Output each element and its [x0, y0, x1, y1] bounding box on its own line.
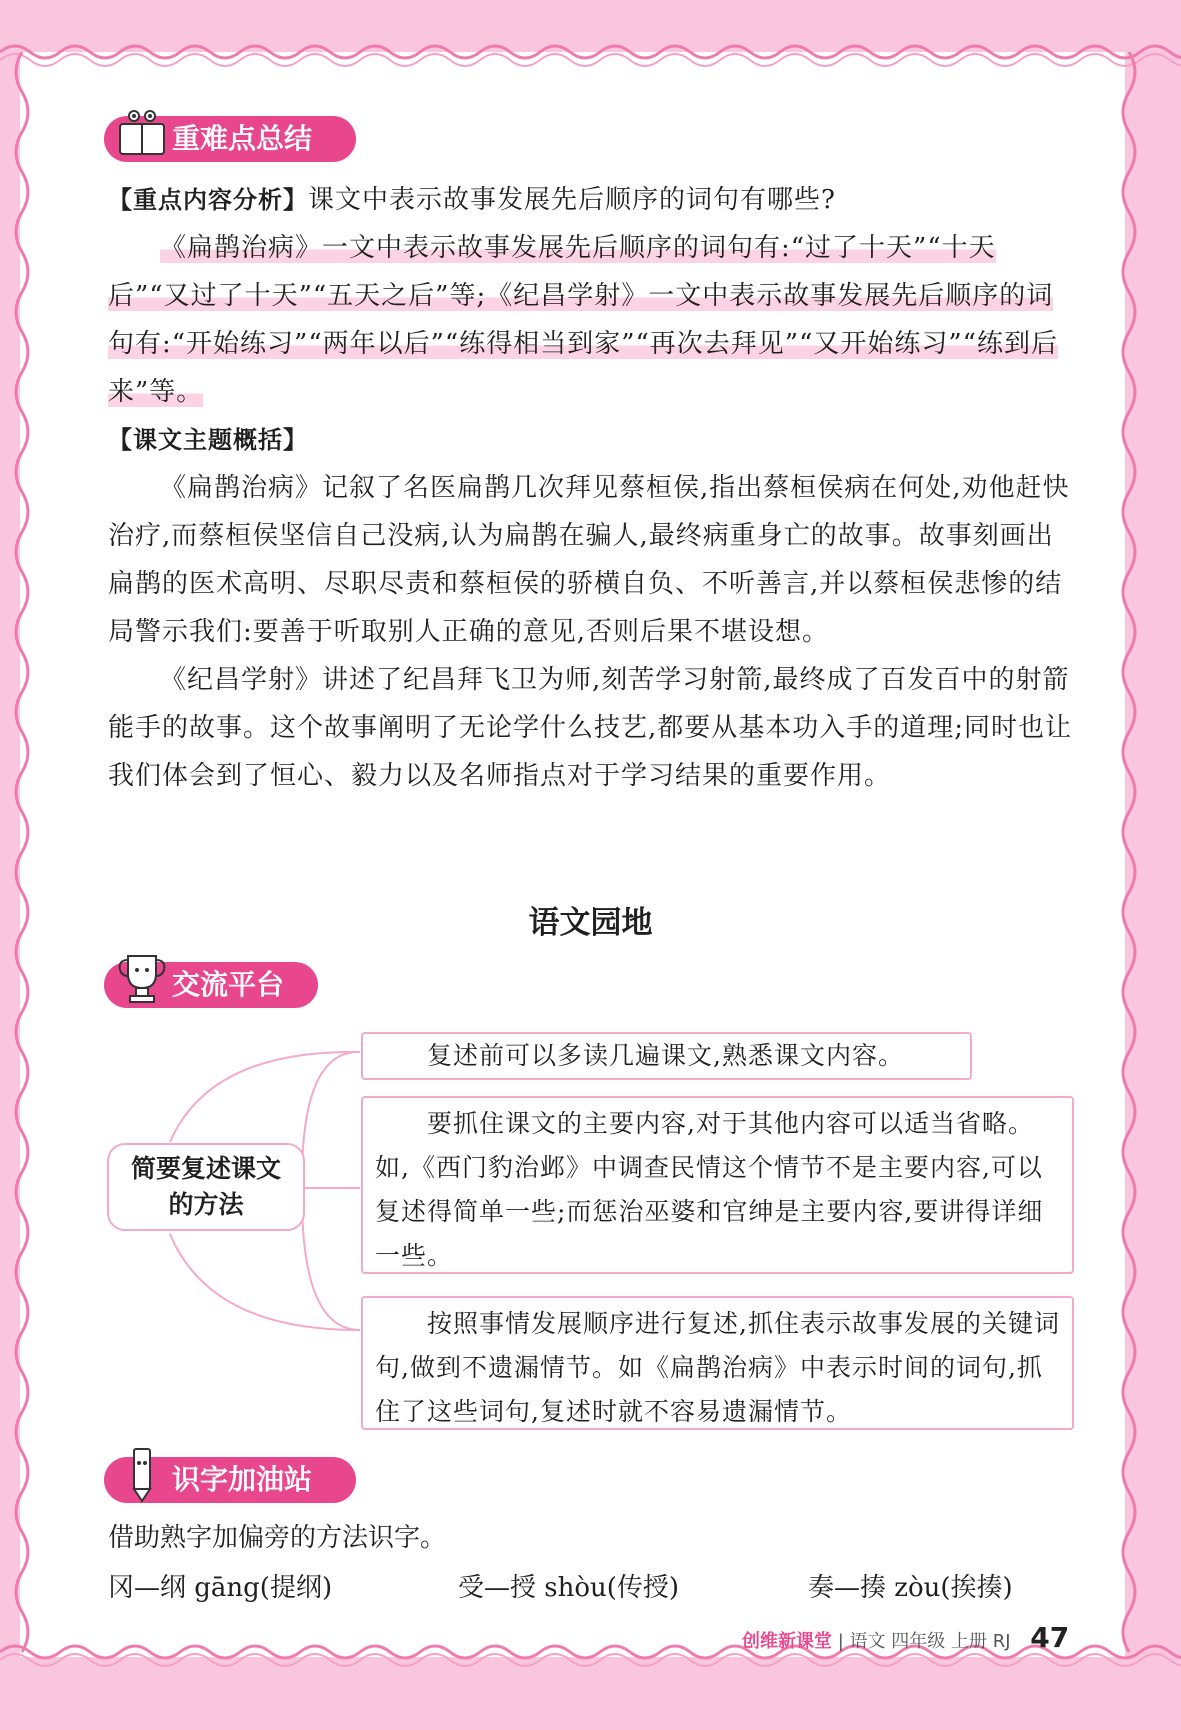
- book-mascot-icon: [114, 102, 170, 162]
- mindmap-box-3: 按照事情发展顺序进行复述,抓住表示故事发展的关键词句,做到不遗漏情节。如《扁鹊治病》中表示时间的词句,抓住了这些词句,复述时就不容易遗漏情节。: [361, 1296, 1074, 1430]
- literacy-item-3: 奏—揍 zòu(挨揍): [808, 1573, 1013, 1603]
- key-analysis-block: [108, 176, 1074, 800]
- key-analysis-label: 【重点内容分析】: [108, 186, 308, 214]
- trophy-mascot-icon: [114, 948, 170, 1008]
- key-analysis-question: 课文中表示故事发展先后顺序的词句有哪些?: [308, 185, 836, 215]
- page-number: 47: [1030, 1621, 1070, 1654]
- page-footer: [742, 1621, 1069, 1654]
- mindmap-center: [107, 1143, 305, 1231]
- literacy-intro: 借助熟字加偏旁的方法识字。: [108, 1523, 447, 1553]
- literacy-heading: [104, 1457, 356, 1503]
- mindmap-box-1: 复述前可以多读几遍课文,熟悉课文内容。: [361, 1032, 972, 1080]
- exchange-heading: [104, 962, 318, 1008]
- right-wave-border: [1115, 52, 1145, 1657]
- theme-paragraph-1: 《扁鹊治病》记叙了名医扁鹊几次拜见蔡桓侯,指出蔡桓侯病在何处,劝他赶快治疗,而蔡桓侯坚信自己没病,认为扁鹊在骗人,最终病重身亡的故事。故事刻画出扁鹊的医术高明、尽职尽责和蔡桓侯的骄横自负、不听善言,并以蔡桓侯悲惨的结局警示我们:要善于听取别人正确的意见,否则后果不堪设想。: [108, 473, 1070, 647]
- top-wave-border: [0, 40, 1181, 70]
- left-wave-border: [8, 52, 38, 1657]
- key-points-heading-text: 重难点总结: [172, 122, 313, 155]
- footer-info: 语文 四年级 上册 RJ: [849, 1631, 1011, 1652]
- theme-paragraph-2: 《纪昌学射》讲述了纪昌拜飞卫为师,刻苦学习射箭,最终成了百发百中的射箭能手的故事。这个故事阐明了无论学什么技艺,都要从基本功入手的道理;同时也让我们体会到了恒心、毅力以及名师指点对于学习结果的重要作用。: [108, 665, 1073, 791]
- mindmap-center-line-1: 简要复述课文: [130, 1154, 281, 1183]
- key-points-heading: [104, 116, 356, 162]
- key-analysis-answer-text: 《扁鹊治病》一文中表示故事发展先后顺序的词句有:“过了十天”“十天后”“又过了十天”“五天之后”等;《纪昌学射》一文中表示故事发展先后顺序的词句有:“开始练习”“两年以后”“练得相当到家”“再次去拜见”“又开始练习”“练到后来”等。: [108, 233, 1058, 407]
- mindmap-center-line-2: 的方法: [168, 1190, 244, 1219]
- literacy-item-1: 冈—纲 gāng(提纲): [108, 1573, 333, 1603]
- literacy-heading-text: 识字加油站: [172, 1463, 313, 1496]
- pencil-mascot-icon: [114, 1443, 170, 1503]
- mindmap-box-2: 要抓住课文的主要内容,对于其他内容可以适当省略。如,《西门豹治邺》中调查民情这个情节不是主要内容,可以复述得简单一些;而惩治巫婆和官绅是主要内容,要讲得详细一些。: [361, 1096, 1074, 1274]
- theme-label: 【课文主题概括】: [108, 426, 308, 454]
- section-title: 语文园地: [528, 905, 653, 941]
- theme-label-line: [108, 416, 1074, 464]
- literacy-item-2: 受—授 shòu(传授): [458, 1573, 680, 1603]
- footer-brand: 创维新课堂: [742, 1631, 832, 1652]
- footer-divider: |: [837, 1631, 850, 1652]
- key-analysis-question-line: [108, 176, 1074, 224]
- exchange-heading-text: 交流平台: [172, 968, 285, 1001]
- key-analysis-answer: [108, 224, 1074, 416]
